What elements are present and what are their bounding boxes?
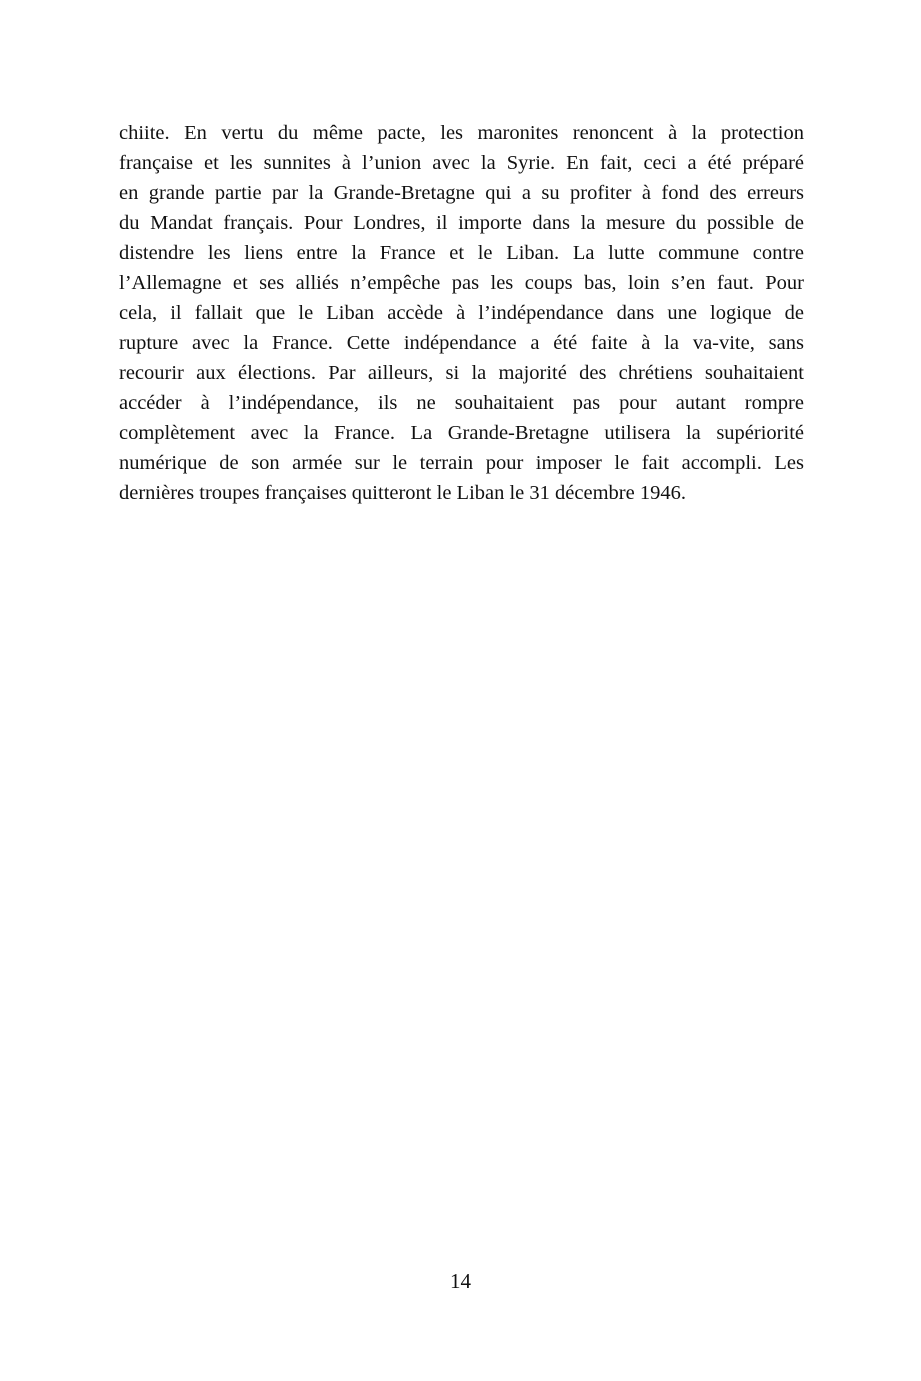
paragraph-line: du Mandat français. Pour Londres, il importe dans la mesure du possible de (119, 212, 804, 234)
paragraph-line: accéder à l’indépendance, ils ne souhaitaient pas pour autant rompre (119, 392, 804, 414)
paragraph-line: distendre les liens entre la France et le Liban. La lutte commune contre (119, 242, 804, 264)
paragraph-line: recourir aux élections. Par ailleurs, si la majorité des chrétiens souhaitaient (119, 362, 804, 384)
paragraph-line: rupture avec la France. Cette indépendance a été faite à la va-vite, sans (119, 332, 804, 354)
paragraph-line: française et les sunnites à l’union avec la Syrie. En fait, ceci a été préparé (119, 152, 804, 174)
paragraph-line: cela, il fallait que le Liban accède à l’indépendance dans une logique de (119, 302, 804, 324)
body-paragraph (119, 118, 804, 508)
paragraph-line: dernières troupes françaises quitteront le Liban le 31 décembre 1946. (119, 482, 686, 504)
paragraph-line: numérique de son armée sur le terrain pour imposer le fait accompli. Les (119, 452, 804, 474)
paragraph-line: en grande partie par la Grande-Bretagne qui a su profiter à fond des erreurs (119, 182, 804, 204)
paragraph-line: chiite. En vertu du même pacte, les maronites renoncent à la protection (119, 122, 804, 144)
page-number: 14 (450, 1269, 471, 1293)
paragraph-line: l’Allemagne et ses alliés n’empêche pas les coups bas, loin s’en faut. Pour (119, 272, 804, 294)
paragraph-line: complètement avec la France. La Grande-Bretagne utilisera la supériorité (119, 422, 804, 444)
